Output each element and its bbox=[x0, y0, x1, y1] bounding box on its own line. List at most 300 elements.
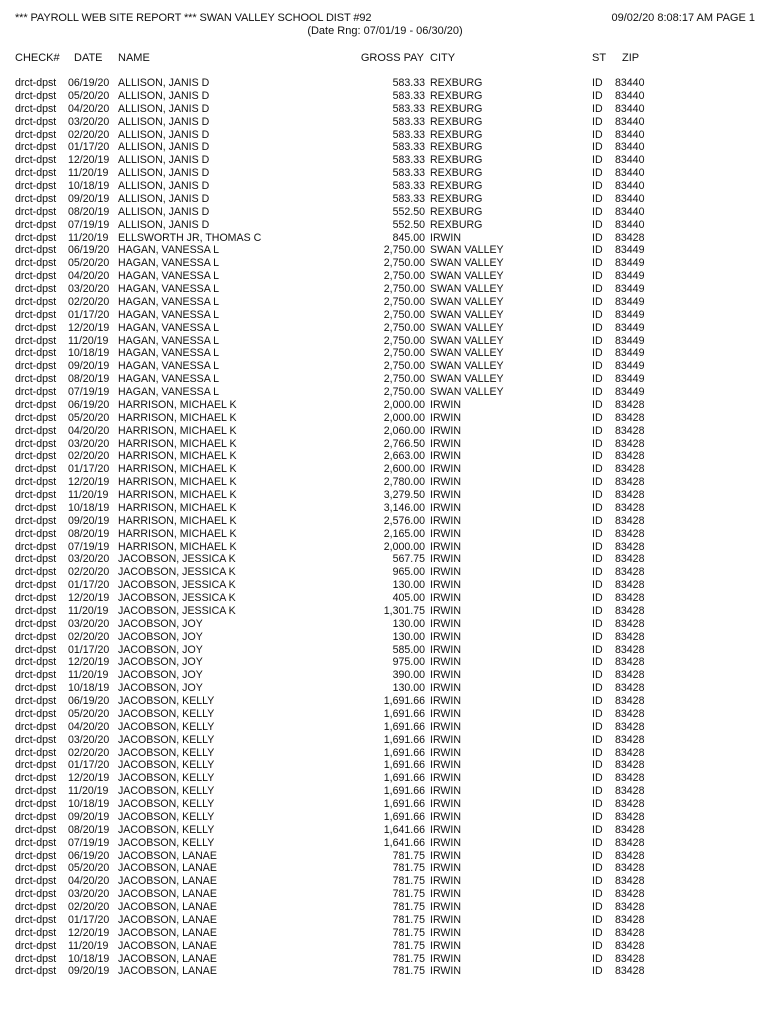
report-timestamp: 09/02/20 8:08:17 AM PAGE 1 bbox=[611, 12, 755, 24]
gross-pay-cell: 2,766.50 bbox=[383, 437, 425, 450]
name-cell: HAGAN, VANESSA L bbox=[118, 321, 220, 334]
check-cell: drct-dpst bbox=[15, 334, 57, 347]
table-row bbox=[0, 219, 770, 232]
zip-cell: 83428 bbox=[615, 553, 645, 566]
gross-pay-cell: 130.00 bbox=[392, 579, 425, 592]
name-cell: JACOBSON, LANAE bbox=[118, 952, 217, 965]
zip-cell: 83440 bbox=[615, 102, 645, 115]
check-cell: drct-dpst bbox=[15, 192, 57, 205]
col-header-gross-pay: GROSS PAY bbox=[360, 52, 424, 64]
state-cell: ID bbox=[592, 682, 603, 695]
check-cell: drct-dpst bbox=[15, 926, 57, 939]
date-cell: 01/17/20 bbox=[68, 463, 110, 476]
state-cell: ID bbox=[592, 785, 603, 798]
zip-cell: 83440 bbox=[615, 154, 645, 167]
name-cell: ALLISON, JANIS D bbox=[118, 192, 210, 205]
gross-pay-cell: 2,750.00 bbox=[383, 295, 425, 308]
check-cell: drct-dpst bbox=[15, 489, 57, 501]
name-cell: JACOBSON, LANAE bbox=[118, 901, 217, 913]
zip-cell: 83428 bbox=[615, 656, 645, 669]
date-cell: 01/17/20 bbox=[68, 913, 110, 926]
city-cell: SWAN VALLEY bbox=[430, 308, 504, 321]
table-row bbox=[0, 283, 770, 296]
table-row bbox=[0, 399, 770, 412]
zip-cell: 83440 bbox=[615, 89, 645, 102]
table-row bbox=[0, 463, 770, 476]
gross-pay-cell: 2,750.00 bbox=[383, 386, 425, 398]
date-cell: 06/19/20 bbox=[68, 695, 110, 707]
zip-cell: 83440 bbox=[615, 180, 645, 192]
state-cell: ID bbox=[592, 630, 603, 643]
table-row bbox=[0, 502, 770, 515]
date-cell: 02/20/20 bbox=[68, 901, 110, 913]
zip-cell: 83428 bbox=[615, 579, 645, 592]
city-cell: REXBURG bbox=[430, 102, 483, 115]
name-cell: JACOBSON, LANAE bbox=[118, 875, 217, 888]
name-cell: JACOBSON, LANAE bbox=[118, 888, 217, 901]
date-cell: 05/20/20 bbox=[68, 411, 110, 424]
state-cell: ID bbox=[592, 566, 603, 579]
date-cell: 10/18/19 bbox=[68, 180, 110, 192]
check-cell: drct-dpst bbox=[15, 437, 57, 450]
gross-pay-cell: 781.75 bbox=[392, 952, 425, 965]
table-row bbox=[0, 438, 770, 451]
name-cell: HAGAN, VANESSA L bbox=[118, 283, 220, 295]
gross-pay-cell: 1,691.66 bbox=[383, 720, 425, 733]
table-row bbox=[0, 747, 770, 760]
table-row bbox=[0, 862, 770, 875]
name-cell: HARRISON, MICHAEL K bbox=[118, 514, 237, 527]
table-row bbox=[0, 386, 770, 399]
date-cell: 12/20/19 bbox=[68, 926, 110, 939]
city-cell: SWAN VALLEY bbox=[430, 257, 504, 270]
date-cell: 04/20/20 bbox=[68, 875, 110, 888]
name-cell: JACOBSON, LANAE bbox=[118, 965, 217, 978]
zip-cell: 83428 bbox=[615, 501, 645, 514]
table-row bbox=[0, 953, 770, 966]
check-cell: drct-dpst bbox=[15, 295, 57, 308]
name-cell: JACOBSON, KELLY bbox=[118, 785, 215, 798]
date-cell: 05/20/20 bbox=[68, 89, 110, 102]
gross-pay-cell: 781.75 bbox=[392, 913, 425, 926]
check-cell: drct-dpst bbox=[15, 270, 57, 283]
gross-pay-cell: 552.50 bbox=[392, 205, 425, 218]
state-cell: ID bbox=[592, 77, 603, 89]
gross-pay-cell: 1,301.75 bbox=[383, 604, 425, 617]
check-cell: drct-dpst bbox=[15, 913, 57, 926]
date-cell: 02/20/20 bbox=[68, 450, 110, 463]
date-cell: 07/19/19 bbox=[68, 836, 110, 849]
check-cell: drct-dpst bbox=[15, 167, 57, 180]
name-cell: JACOBSON, KELLY bbox=[118, 810, 215, 823]
city-cell: IRWIN bbox=[430, 759, 461, 772]
name-cell: JACOBSON, LANAE bbox=[118, 862, 217, 875]
gross-pay-cell: 781.75 bbox=[392, 901, 425, 913]
state-cell: ID bbox=[592, 746, 603, 759]
gross-pay-cell: 390.00 bbox=[392, 669, 425, 682]
state-cell: ID bbox=[592, 334, 603, 347]
table-row bbox=[0, 592, 770, 605]
gross-pay-cell: 583.33 bbox=[392, 102, 425, 115]
state-cell: ID bbox=[592, 321, 603, 334]
check-cell: drct-dpst bbox=[15, 566, 57, 579]
city-cell: SWAN VALLEY bbox=[430, 386, 504, 398]
state-cell: ID bbox=[592, 89, 603, 102]
name-cell: ALLISON, JANIS D bbox=[118, 205, 210, 218]
city-cell: IRWIN bbox=[430, 540, 461, 553]
city-cell: IRWIN bbox=[430, 398, 461, 411]
zip-cell: 83428 bbox=[615, 231, 645, 244]
name-cell: HARRISON, MICHAEL K bbox=[118, 489, 237, 501]
city-cell: IRWIN bbox=[430, 849, 461, 862]
state-cell: ID bbox=[592, 888, 603, 901]
name-cell: HAGAN, VANESSA L bbox=[118, 270, 220, 283]
city-cell: IRWIN bbox=[430, 669, 461, 682]
city-cell: IRWIN bbox=[430, 553, 461, 566]
zip-cell: 83440 bbox=[615, 115, 645, 128]
check-cell: drct-dpst bbox=[15, 527, 57, 540]
gross-pay-cell: 130.00 bbox=[392, 617, 425, 630]
table-row bbox=[0, 927, 770, 940]
name-cell: ALLISON, JANIS D bbox=[118, 115, 210, 128]
zip-cell: 83440 bbox=[615, 128, 645, 141]
table-row bbox=[0, 669, 770, 682]
name-cell: JACOBSON, JOY bbox=[118, 669, 203, 682]
check-cell: drct-dpst bbox=[15, 476, 57, 489]
city-cell: IRWIN bbox=[430, 450, 461, 463]
name-cell: HARRISON, MICHAEL K bbox=[118, 450, 237, 463]
table-row bbox=[0, 721, 770, 734]
city-cell: IRWIN bbox=[430, 604, 461, 617]
zip-cell: 83449 bbox=[615, 295, 645, 308]
gross-pay-cell: 130.00 bbox=[392, 630, 425, 643]
date-cell: 03/20/20 bbox=[68, 437, 110, 450]
city-cell: IRWIN bbox=[430, 901, 461, 913]
date-cell: 07/19/19 bbox=[68, 386, 110, 398]
check-cell: drct-dpst bbox=[15, 360, 57, 373]
gross-pay-cell: 2,576.00 bbox=[383, 514, 425, 527]
zip-cell: 83428 bbox=[615, 952, 645, 965]
date-cell: 12/20/19 bbox=[68, 592, 110, 604]
name-cell: JACOBSON, LANAE bbox=[118, 913, 217, 926]
date-cell: 08/20/19 bbox=[68, 527, 110, 540]
table-row bbox=[0, 322, 770, 335]
table-row bbox=[0, 618, 770, 631]
city-cell: REXBURG bbox=[430, 89, 483, 102]
table-row bbox=[0, 347, 770, 360]
city-cell: SWAN VALLEY bbox=[430, 347, 504, 360]
zip-cell: 83428 bbox=[615, 643, 645, 656]
state-cell: ID bbox=[592, 772, 603, 785]
check-cell: drct-dpst bbox=[15, 604, 57, 617]
check-cell: drct-dpst bbox=[15, 720, 57, 733]
check-cell: drct-dpst bbox=[15, 463, 57, 476]
state-cell: ID bbox=[592, 952, 603, 965]
state-cell: ID bbox=[592, 617, 603, 630]
check-cell: drct-dpst bbox=[15, 205, 57, 218]
name-cell: ALLISON, JANIS D bbox=[118, 180, 210, 192]
name-cell: JACOBSON, KELLY bbox=[118, 823, 215, 836]
city-cell: IRWIN bbox=[430, 630, 461, 643]
table-row bbox=[0, 193, 770, 206]
table-row bbox=[0, 695, 770, 708]
city-cell: SWAN VALLEY bbox=[430, 321, 504, 334]
date-cell: 06/19/20 bbox=[68, 244, 110, 257]
table-row bbox=[0, 528, 770, 541]
name-cell: JACOBSON, JESSICA K bbox=[118, 566, 236, 579]
zip-cell: 83428 bbox=[615, 476, 645, 489]
city-cell: IRWIN bbox=[430, 965, 461, 978]
city-cell: IRWIN bbox=[430, 424, 461, 437]
table-row bbox=[0, 373, 770, 386]
city-cell: REXBURG bbox=[430, 128, 483, 141]
name-cell: HARRISON, MICHAEL K bbox=[118, 527, 237, 540]
city-cell: IRWIN bbox=[430, 888, 461, 901]
city-cell: IRWIN bbox=[430, 527, 461, 540]
check-cell: drct-dpst bbox=[15, 617, 57, 630]
zip-cell: 83428 bbox=[615, 939, 645, 952]
check-cell: drct-dpst bbox=[15, 707, 57, 720]
gross-pay-cell: 965.00 bbox=[392, 566, 425, 579]
zip-cell: 83428 bbox=[615, 746, 645, 759]
date-cell: 02/20/20 bbox=[68, 630, 110, 643]
city-cell: IRWIN bbox=[430, 231, 461, 244]
state-cell: ID bbox=[592, 798, 603, 810]
date-cell: 11/20/19 bbox=[68, 334, 109, 347]
table-row bbox=[0, 257, 770, 270]
gross-pay-cell: 2,750.00 bbox=[383, 334, 425, 347]
state-cell: ID bbox=[592, 476, 603, 489]
table-row bbox=[0, 811, 770, 824]
table-row bbox=[0, 206, 770, 219]
check-cell: drct-dpst bbox=[15, 424, 57, 437]
city-cell: SWAN VALLEY bbox=[430, 360, 504, 373]
gross-pay-cell: 1,691.66 bbox=[383, 785, 425, 798]
table-row bbox=[0, 824, 770, 837]
gross-pay-cell: 781.75 bbox=[392, 926, 425, 939]
date-cell: 12/20/19 bbox=[68, 476, 110, 489]
table-row bbox=[0, 656, 770, 669]
zip-cell: 83428 bbox=[615, 540, 645, 553]
name-cell: JACOBSON, JOY bbox=[118, 682, 203, 695]
check-cell: drct-dpst bbox=[15, 501, 57, 514]
payroll-rows bbox=[0, 77, 770, 978]
table-row bbox=[0, 129, 770, 142]
date-cell: 09/20/19 bbox=[68, 965, 110, 978]
city-cell: SWAN VALLEY bbox=[430, 295, 504, 308]
table-row bbox=[0, 965, 770, 978]
state-cell: ID bbox=[592, 901, 603, 913]
check-cell: drct-dpst bbox=[15, 180, 57, 192]
check-cell: drct-dpst bbox=[15, 283, 57, 295]
col-header-zip: ZIP bbox=[622, 52, 640, 64]
zip-cell: 83428 bbox=[615, 862, 645, 875]
state-cell: ID bbox=[592, 347, 603, 360]
table-row bbox=[0, 244, 770, 257]
name-cell: ALLISON, JANIS D bbox=[118, 167, 210, 180]
city-cell: SWAN VALLEY bbox=[430, 270, 504, 283]
date-cell: 04/20/20 bbox=[68, 102, 110, 115]
state-cell: ID bbox=[592, 862, 603, 875]
state-cell: ID bbox=[592, 141, 603, 154]
check-cell: drct-dpst bbox=[15, 154, 57, 167]
table-row bbox=[0, 167, 770, 180]
date-cell: 01/17/20 bbox=[68, 308, 110, 321]
zip-cell: 83428 bbox=[615, 450, 645, 463]
name-cell: ALLISON, JANIS D bbox=[118, 102, 210, 115]
date-cell: 11/20/19 bbox=[68, 604, 109, 617]
date-cell: 03/20/20 bbox=[68, 733, 110, 746]
date-cell: 06/19/20 bbox=[68, 398, 110, 411]
state-cell: ID bbox=[592, 823, 603, 836]
city-cell: IRWIN bbox=[430, 592, 461, 604]
city-cell: IRWIN bbox=[430, 939, 461, 952]
zip-cell: 83449 bbox=[615, 308, 645, 321]
table-row bbox=[0, 759, 770, 772]
name-cell: HAGAN, VANESSA L bbox=[118, 295, 220, 308]
date-cell: 01/17/20 bbox=[68, 579, 110, 592]
table-row bbox=[0, 141, 770, 154]
state-cell: ID bbox=[592, 450, 603, 463]
gross-pay-cell: 1,691.66 bbox=[383, 798, 425, 810]
state-cell: ID bbox=[592, 128, 603, 141]
zip-cell: 83449 bbox=[615, 270, 645, 283]
gross-pay-cell: 583.33 bbox=[392, 128, 425, 141]
gross-pay-cell: 2,600.00 bbox=[383, 463, 425, 476]
table-row bbox=[0, 837, 770, 850]
gross-pay-cell: 781.75 bbox=[392, 965, 425, 978]
zip-cell: 83428 bbox=[615, 630, 645, 643]
check-cell: drct-dpst bbox=[15, 823, 57, 836]
state-cell: ID bbox=[592, 913, 603, 926]
city-cell: IRWIN bbox=[430, 501, 461, 514]
date-cell: 02/20/20 bbox=[68, 295, 110, 308]
check-cell: drct-dpst bbox=[15, 553, 57, 566]
check-cell: drct-dpst bbox=[15, 746, 57, 759]
date-cell: 10/18/19 bbox=[68, 682, 110, 695]
name-cell: ALLISON, JANIS D bbox=[118, 141, 210, 154]
name-cell: HAGAN, VANESSA L bbox=[118, 386, 220, 398]
check-cell: drct-dpst bbox=[15, 244, 57, 257]
table-row bbox=[0, 90, 770, 103]
name-cell: JACOBSON, LANAE bbox=[118, 939, 217, 952]
state-cell: ID bbox=[592, 604, 603, 617]
state-cell: ID bbox=[592, 553, 603, 566]
zip-cell: 83440 bbox=[615, 192, 645, 205]
state-cell: ID bbox=[592, 592, 603, 604]
state-cell: ID bbox=[592, 656, 603, 669]
gross-pay-cell: 583.33 bbox=[392, 89, 425, 102]
state-cell: ID bbox=[592, 386, 603, 398]
gross-pay-cell: 1,691.66 bbox=[383, 810, 425, 823]
city-cell: SWAN VALLEY bbox=[430, 373, 504, 386]
gross-pay-cell: 1,641.66 bbox=[383, 823, 425, 836]
table-row bbox=[0, 541, 770, 554]
check-cell: drct-dpst bbox=[15, 592, 57, 604]
name-cell: JACOBSON, JESSICA K bbox=[118, 553, 236, 566]
state-cell: ID bbox=[592, 939, 603, 952]
zip-cell: 83449 bbox=[615, 334, 645, 347]
state-cell: ID bbox=[592, 115, 603, 128]
table-row bbox=[0, 682, 770, 695]
name-cell: JACOBSON, LANAE bbox=[118, 849, 217, 862]
state-cell: ID bbox=[592, 501, 603, 514]
col-header-check: CHECK# bbox=[15, 52, 60, 64]
gross-pay-cell: 781.75 bbox=[392, 862, 425, 875]
gross-pay-cell: 1,691.66 bbox=[383, 733, 425, 746]
gross-pay-cell: 2,750.00 bbox=[383, 257, 425, 270]
name-cell: HARRISON, MICHAEL K bbox=[118, 463, 237, 476]
name-cell: HARRISON, MICHAEL K bbox=[118, 411, 237, 424]
date-cell: 09/20/19 bbox=[68, 360, 110, 373]
zip-cell: 83440 bbox=[615, 218, 645, 231]
check-cell: drct-dpst bbox=[15, 141, 57, 154]
state-cell: ID bbox=[592, 167, 603, 180]
table-row bbox=[0, 734, 770, 747]
name-cell: HAGAN, VANESSA L bbox=[118, 347, 220, 360]
name-cell: JACOBSON, KELLY bbox=[118, 746, 215, 759]
date-cell: 12/20/19 bbox=[68, 656, 110, 669]
zip-cell: 83428 bbox=[615, 695, 645, 707]
table-row bbox=[0, 77, 770, 90]
state-cell: ID bbox=[592, 514, 603, 527]
state-cell: ID bbox=[592, 308, 603, 321]
date-cell: 03/20/20 bbox=[68, 888, 110, 901]
zip-cell: 83449 bbox=[615, 321, 645, 334]
date-cell: 02/20/20 bbox=[68, 746, 110, 759]
gross-pay-cell: 2,750.00 bbox=[383, 360, 425, 373]
gross-pay-cell: 1,641.66 bbox=[383, 836, 425, 849]
zip-cell: 83449 bbox=[615, 244, 645, 257]
gross-pay-cell: 1,691.66 bbox=[383, 695, 425, 707]
name-cell: JACOBSON, KELLY bbox=[118, 759, 215, 772]
gross-pay-cell: 567.75 bbox=[392, 553, 425, 566]
city-cell: IRWIN bbox=[430, 913, 461, 926]
table-row bbox=[0, 644, 770, 657]
zip-cell: 83440 bbox=[615, 205, 645, 218]
name-cell: JACOBSON, KELLY bbox=[118, 798, 215, 810]
gross-pay-cell: 1,691.66 bbox=[383, 772, 425, 785]
name-cell: JACOBSON, JOY bbox=[118, 656, 203, 669]
date-cell: 11/20/19 bbox=[68, 231, 109, 244]
check-cell: drct-dpst bbox=[15, 450, 57, 463]
city-cell: IRWIN bbox=[430, 514, 461, 527]
date-cell: 09/20/19 bbox=[68, 192, 110, 205]
zip-cell: 83449 bbox=[615, 386, 645, 398]
state-cell: ID bbox=[592, 810, 603, 823]
state-cell: ID bbox=[592, 360, 603, 373]
name-cell: HARRISON, MICHAEL K bbox=[118, 437, 237, 450]
check-cell: drct-dpst bbox=[15, 695, 57, 707]
zip-cell: 83449 bbox=[615, 373, 645, 386]
state-cell: ID bbox=[592, 180, 603, 192]
col-header-state: ST bbox=[592, 52, 607, 64]
name-cell: JACOBSON, KELLY bbox=[118, 772, 215, 785]
date-cell: 01/17/20 bbox=[68, 759, 110, 772]
gross-pay-cell: 2,165.00 bbox=[383, 527, 425, 540]
name-cell: ALLISON, JANIS D bbox=[118, 218, 210, 231]
city-cell: SWAN VALLEY bbox=[430, 244, 504, 257]
gross-pay-cell: 781.75 bbox=[392, 875, 425, 888]
city-cell: IRWIN bbox=[430, 746, 461, 759]
table-row bbox=[0, 566, 770, 579]
gross-pay-cell: 583.33 bbox=[392, 180, 425, 192]
name-cell: ALLISON, JANIS D bbox=[118, 128, 210, 141]
name-cell: JACOBSON, KELLY bbox=[118, 733, 215, 746]
city-cell: IRWIN bbox=[430, 733, 461, 746]
date-cell: 11/20/19 bbox=[68, 939, 109, 952]
zip-cell: 83428 bbox=[615, 849, 645, 862]
